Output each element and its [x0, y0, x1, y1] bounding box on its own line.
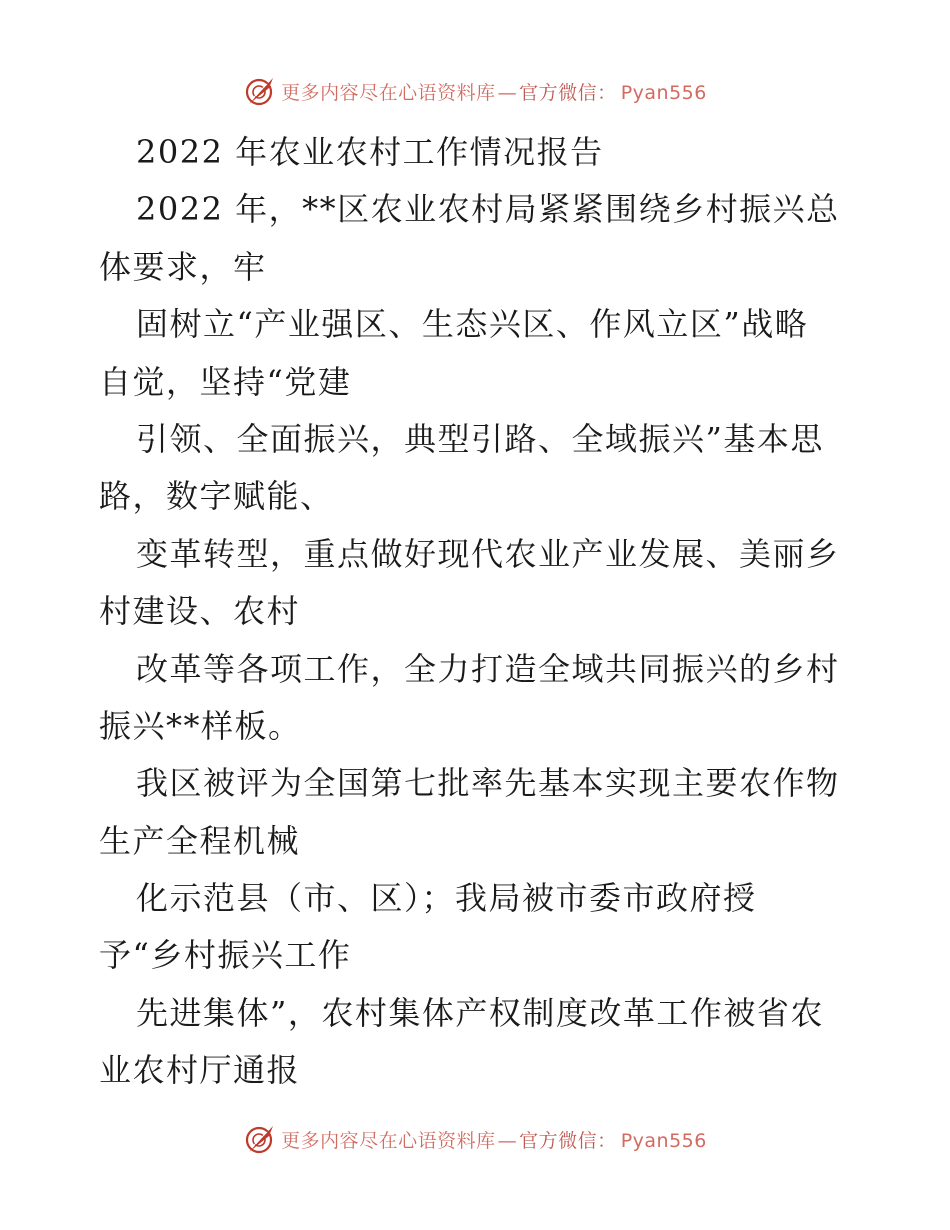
text-line: 2022 年农业农村工作情况报告 [136, 133, 604, 171]
header-watermark [0, 71, 950, 111]
watermark-wechat-id: Pyan556 [620, 1129, 707, 1152]
text-line: 自觉，坚持“党建 [99, 362, 352, 401]
watermark-brand: 更多内容尽在心语资料库 [281, 1129, 496, 1152]
document-body [99, 124, 859, 1100]
text-line: 路，数字赋能、 [99, 477, 334, 516]
text-line: 变革转型，重点做好现代农业产业发展、美丽乡 [136, 534, 840, 573]
text-line: 化示范县（市、区）；我局被市委市政府授 [136, 879, 757, 918]
text-line: 村建设、农村 [99, 592, 301, 631]
watermark-wechat-id: Pyan556 [620, 81, 707, 104]
text-line: 固树立“产业强区、生态兴区、作风立区”战略 [136, 305, 809, 344]
text-line: 2022 年，**区农业农村局紧紧围绕乡村振兴总 [136, 190, 840, 229]
text-line: 业农村厅通报 [99, 1051, 301, 1090]
footer-watermark [0, 1119, 950, 1159]
text-line: 体要求，牢 [99, 247, 267, 286]
watermark-text [281, 1126, 707, 1153]
quill-logo-icon [243, 74, 277, 108]
text-line: 予“乡村振兴工作 [99, 936, 352, 975]
quill-logo-icon [243, 1122, 277, 1156]
text-line: 引领、全面振兴，典型引路、全域振兴”基本思 [136, 419, 824, 458]
watermark-brand: 更多内容尽在心语资料库 [281, 81, 496, 104]
text-line: 改革等各项工作，全力打造全域共同振兴的乡村 [136, 649, 840, 688]
text-line: 先进集体”，农村集体产权制度改革工作被省农 [136, 993, 824, 1032]
watermark-separator: — [497, 1129, 518, 1152]
text-line: 生产全程机械 [99, 821, 301, 860]
watermark-official-label: 官方微信： [519, 1129, 617, 1152]
text-line: 我区被评为全国第七批率先基本实现主要农作物 [136, 764, 840, 803]
watermark-text [281, 78, 707, 105]
watermark-separator: — [497, 81, 518, 104]
text-line: 振兴**样板。 [99, 706, 302, 745]
watermark-official-label: 官方微信： [519, 81, 617, 104]
